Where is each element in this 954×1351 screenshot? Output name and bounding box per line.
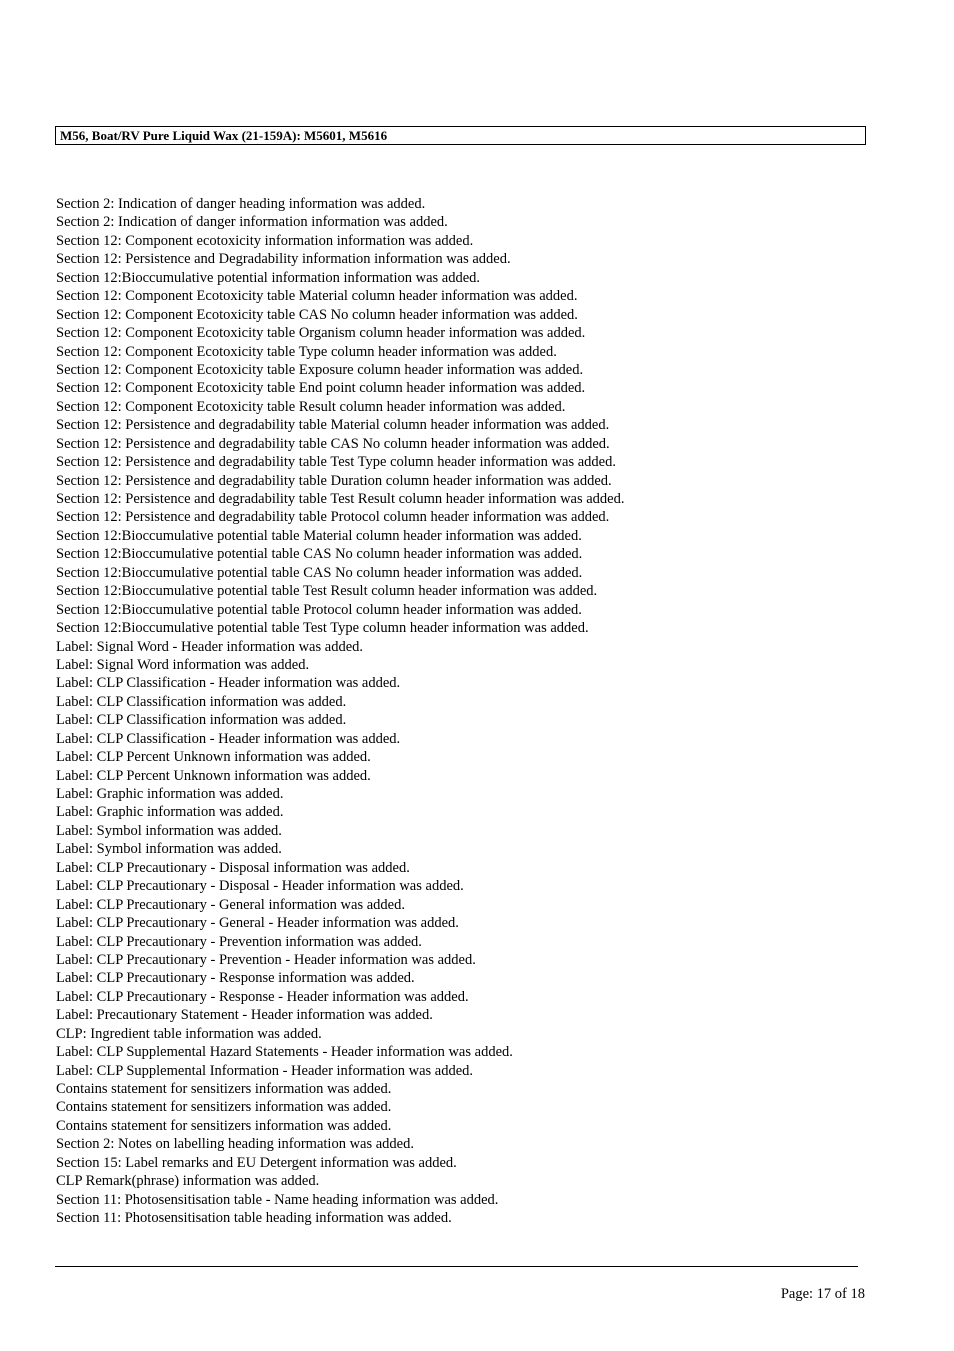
revision-note-line: Section 11: Photosensitisation table heading information was added. [56, 1210, 452, 1227]
revision-note-line: Section 12: Component Ecotoxicity table End point column header information was added. [56, 380, 586, 397]
revision-note-line: Label: Signal Word - Header information was added. [56, 638, 363, 655]
revision-notes-list [56, 195, 625, 1228]
revision-note-line: Contains statement for sensitizers information was added. [56, 1099, 392, 1116]
revision-note-line: Label: CLP Precautionary - Prevention - Header information was added. [56, 951, 476, 968]
revision-note-line: Section 12: Component Ecotoxicity table Type column header information was added. [56, 343, 557, 360]
revision-note-line: Label: Signal Word information was added. [56, 656, 310, 673]
revision-note-line: Section 12:Bioccumulative potential information information was added. [56, 269, 481, 286]
revision-note-line: Section 12: Persistence and degradability table Material column header information was added. [56, 417, 610, 434]
revision-note-line: Section 12: Persistence and degradability table Protocol column header information was added. [56, 509, 610, 526]
revision-note-line: Label: CLP Percent Unknown information was added. [56, 749, 371, 766]
document-header-box [55, 126, 866, 145]
revision-note-line: Section 2: Indication of danger heading information was added. [56, 196, 426, 212]
revision-note-line: Label: CLP Supplemental Hazard Statements - Header information was added. [56, 1044, 513, 1061]
revision-note-line: Section 12: Component Ecotoxicity table Exposure column header information was added. [56, 361, 584, 378]
revision-note-line: CLP Remark(phrase) information was added. [56, 1173, 320, 1190]
revision-note-line: Label: Graphic information was added. [56, 786, 284, 802]
revision-note-line: Section 12: Component Ecotoxicity table Material column header information was added. [56, 288, 578, 305]
revision-note-line: Section 12: Persistence and degradability table Test Result column header information was added. [56, 491, 625, 507]
revision-note-line: Section 12: Component Ecotoxicity table Organism column header information was added. [56, 325, 586, 342]
revision-note-line: Label: CLP Precautionary - Disposal - Header information was added. [56, 878, 464, 895]
revision-note-line: Section 15: Label remarks and EU Detergent information was added. [56, 1154, 457, 1171]
revision-note-line: Label: Graphic information was added. [56, 804, 284, 821]
revision-note-line: Label: CLP Classification information was added. [56, 712, 347, 729]
revision-note-line: Label: CLP Classification - Header information was added. [56, 730, 401, 747]
revision-note-line: Section 12: Component ecotoxicity information information was added. [56, 232, 474, 249]
revision-note-line: CLP: Ingredient table information was added. [56, 1025, 322, 1042]
revision-note-line: Label: CLP Precautionary - Disposal information was added. [56, 859, 410, 876]
revision-note-line: Section 12: Persistence and degradability table Test Type column header information was added. [56, 454, 616, 471]
page-number: Page: 17 of 18 [780, 1286, 865, 1302]
revision-note-line: Label: CLP Precautionary - Response - Header information was added. [56, 988, 469, 1005]
revision-note-line: Section 12: Component Ecotoxicity table Result column header information was added. [56, 398, 566, 415]
footer-divider [55, 1266, 858, 1267]
revision-note-line: Label: CLP Precautionary - Response information was added. [56, 970, 415, 987]
revision-note-line: Contains statement for sensitizers information was added. [56, 1081, 392, 1097]
revision-note-line: Label: Precautionary Statement - Header information was added. [56, 1007, 433, 1024]
revision-note-line: Section 2: Notes on labelling heading information was added. [56, 1136, 414, 1153]
revision-note-line: Section 12: Persistence and degradability table Duration column header information was added. [56, 472, 612, 489]
document-title: M56, Boat/RV Pure Liquid Wax (21-159A): M5601, M5616 [60, 128, 388, 143]
revision-note-line: Label: CLP Precautionary - General - Header information was added. [56, 915, 459, 932]
revision-note-line: Section 12:Bioccumulative potential table Test Type column header information was added. [56, 620, 589, 637]
revision-note-line: Label: CLP Precautionary - Prevention information was added. [56, 933, 422, 950]
revision-note-line: Section 12:Bioccumulative potential table Protocol column header information was added. [56, 601, 582, 618]
revision-note-line: Section 12: Persistence and degradability table CAS No column header information was added. [56, 435, 610, 452]
revision-note-line: Label: CLP Classification - Header information was added. [56, 675, 401, 692]
revision-note-line: Contains statement for sensitizers information was added. [56, 1117, 392, 1134]
revision-note-line: Label: CLP Percent Unknown information was added. [56, 767, 371, 784]
revision-note-line: Section 12:Bioccumulative potential table CAS No column header information was added. [56, 546, 583, 563]
revision-note-line: Section 12:Bioccumulative potential table CAS No column header information was added. [56, 564, 583, 581]
revision-note-line: Section 12: Component Ecotoxicity table CAS No column header information was added. [56, 306, 578, 323]
revision-note-line: Section 2: Indication of danger information information was added. [56, 214, 448, 231]
revision-note-line: Section 12: Persistence and Degradability information information was added. [56, 251, 511, 268]
revision-note-line: Section 12:Bioccumulative potential table Test Result column header information was added. [56, 583, 598, 600]
revision-note-line: Section 11: Photosensitisation table - Name heading information was added. [56, 1191, 499, 1208]
revision-note-line: Section 12:Bioccumulative potential table Material column header information was added. [56, 527, 582, 544]
revision-note-line: Label: CLP Precautionary - General information was added. [56, 896, 405, 913]
revision-note-line: Label: Symbol information was added. [56, 841, 282, 858]
revision-note-line: Label: CLP Classification information was added. [56, 693, 347, 710]
revision-note-line: Label: CLP Supplemental Information - Header information was added. [56, 1062, 474, 1079]
revision-note-line: Label: Symbol information was added. [56, 822, 282, 839]
